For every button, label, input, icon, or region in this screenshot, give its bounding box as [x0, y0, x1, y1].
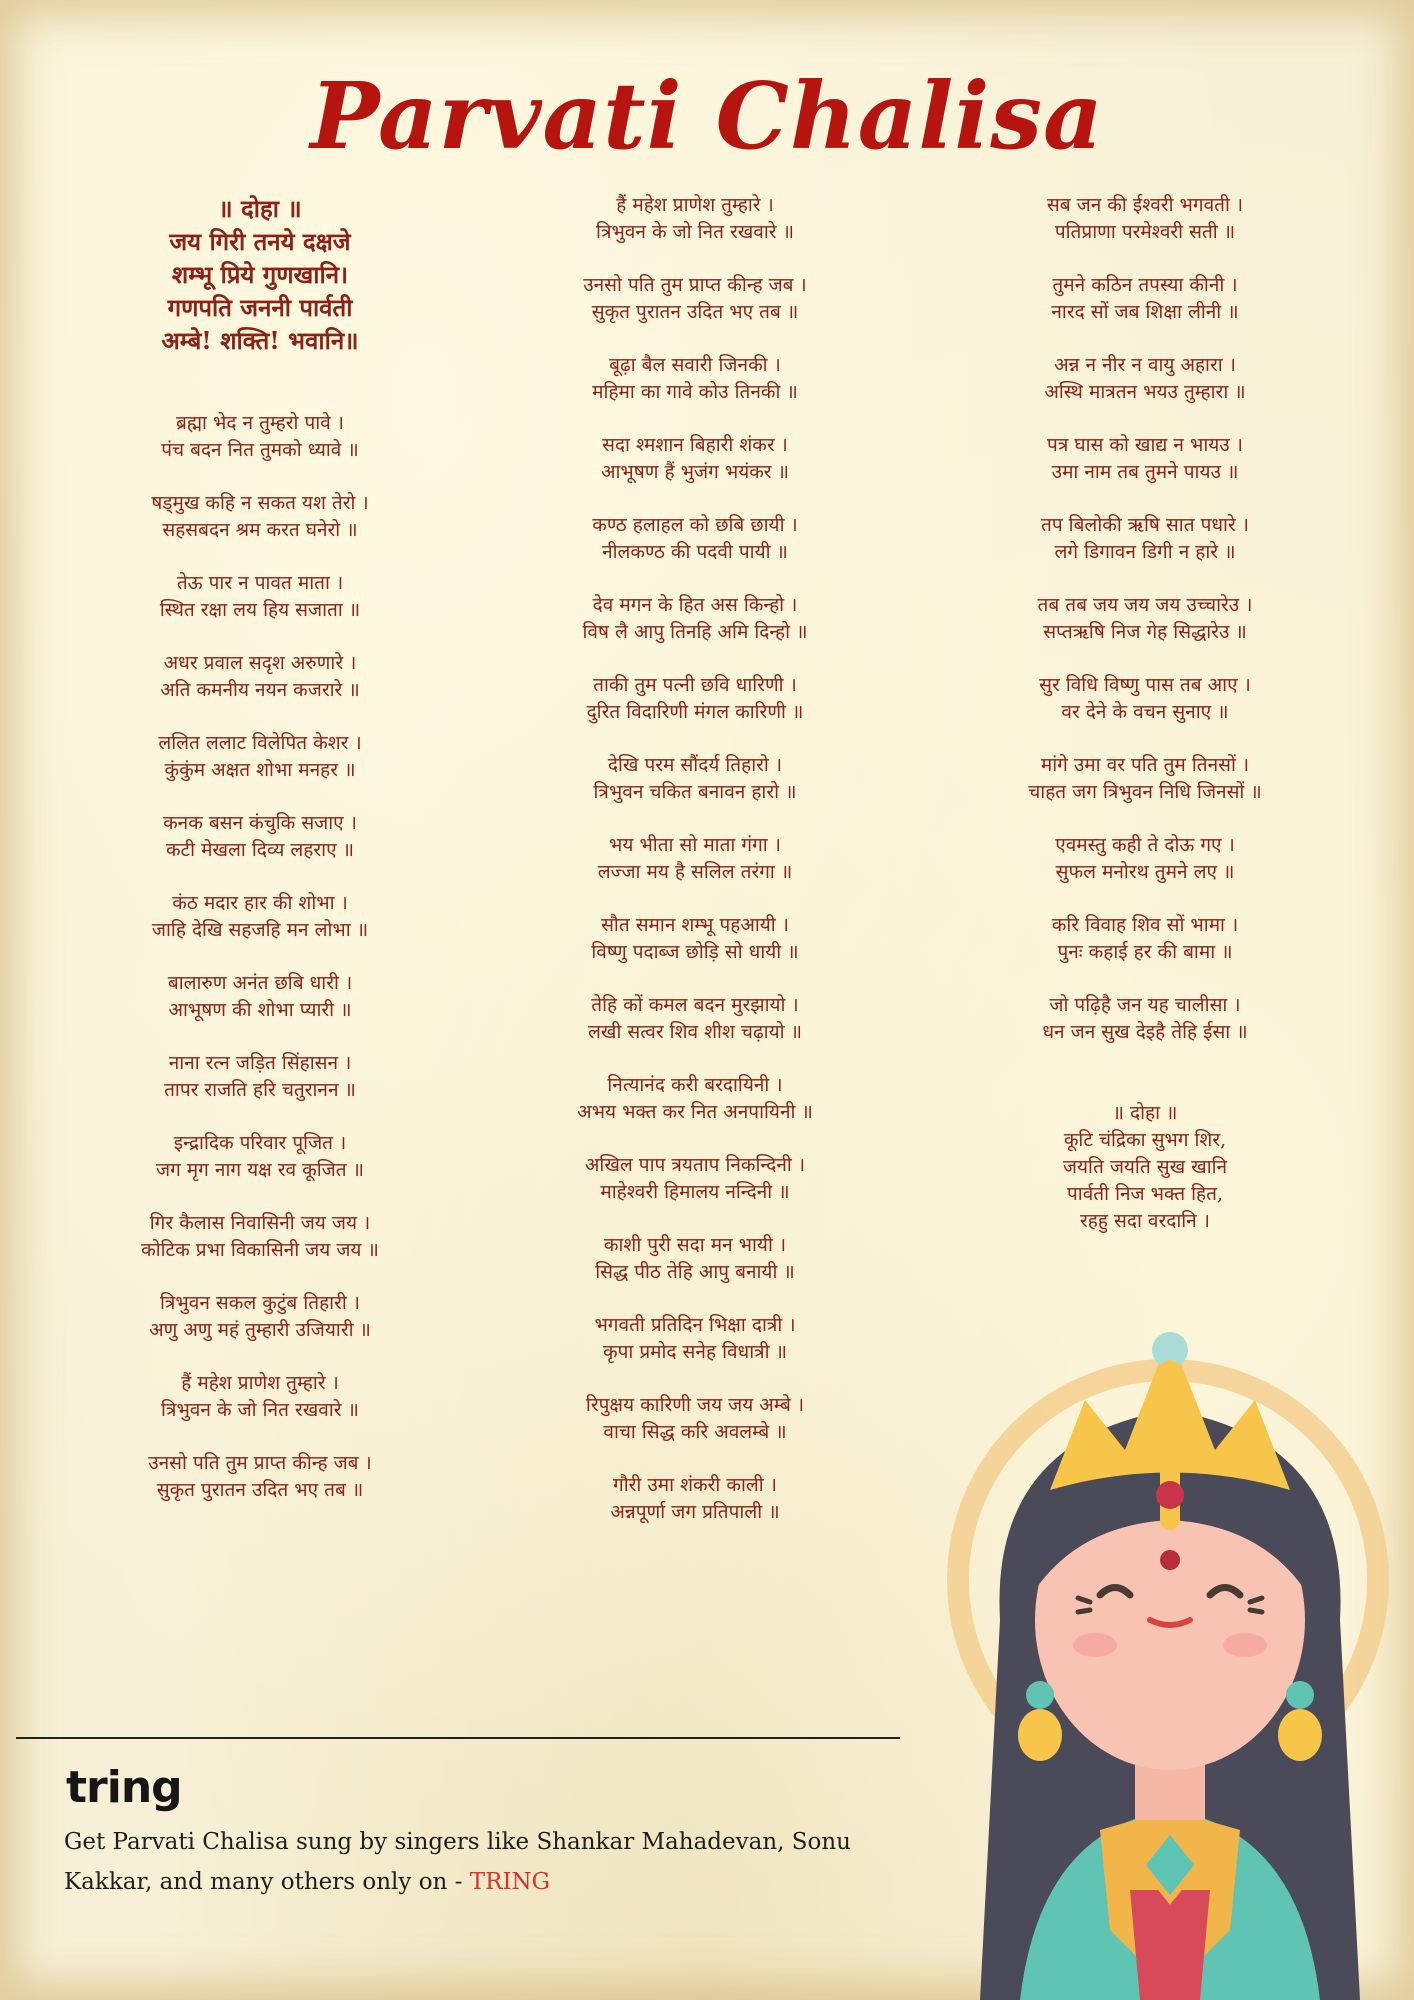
footer-divider	[16, 1737, 900, 1739]
verse-line: विष्णु पदाब्ज छोड़ि सो धायी ॥	[591, 941, 799, 963]
verse-line: आभूषण की शोभा प्यारी ॥	[168, 999, 352, 1021]
chalisa-verse	[65, 970, 455, 1024]
verse-line: कटी मेखला दिव्य लहराए ॥	[165, 839, 355, 861]
verse-line: लज्जा मय है सलिल तरंगा ॥	[597, 861, 793, 883]
doha-line: गणपति जननी पार्वती	[167, 293, 353, 322]
verse-line: लखी सत्वर शिव शीश चढ़ायो ॥	[588, 1021, 802, 1043]
verse-line: देखि परम सौंदर्य तिहारो ।	[607, 754, 783, 776]
verse-line: सप्तऋषि निज गेह सिद्धारेउ ॥	[1043, 621, 1247, 643]
verse-line: आभूषण हैं भुजंग भयंकर ॥	[600, 461, 789, 483]
verse-line: दुरित विदारिणी मंगल कारिणी ॥	[586, 701, 804, 723]
verse-line: ब्रह्मा भेद न तुम्हरो पावे ।	[175, 412, 344, 434]
verse-line: नीलकण्ठ की पदवी पायी ॥	[602, 541, 788, 563]
chalisa-verse	[960, 672, 1330, 726]
verse-line: सुकृत पुरातन उदित भए तब ॥	[591, 301, 799, 323]
chalisa-verse	[500, 992, 890, 1046]
verse-line: त्रिभुवन सकल कुटुंब तिहारी ।	[159, 1292, 361, 1314]
verse-line: सदा श्मशान बिहारी शंकर ।	[602, 434, 788, 456]
chalisa-verse	[65, 410, 455, 464]
column-2	[500, 192, 890, 1552]
verse-line: कनक बसन कंचुकि सजाए ।	[163, 812, 357, 834]
chalisa-verse	[65, 1210, 455, 1264]
chalisa-verse	[500, 1152, 890, 1206]
verse-line: तब तब जय जय जय उच्चारेउ ।	[1037, 594, 1253, 616]
column-2-verses	[500, 192, 890, 1526]
verse-line: भगवती प्रतिदिन भिक्षा दात्री ।	[594, 1314, 796, 1336]
verse-line: त्रिभुवन के जो नित रखवारे ॥	[596, 221, 794, 243]
verse-line: षड्मुख कहि न सकत यश तेरो ।	[151, 492, 369, 514]
chalisa-verse	[960, 912, 1330, 966]
verse-line: कृपा प्रमोद सनेह विधात्री ॥	[602, 1341, 787, 1363]
verse-line: सुर विधि विष्णु पास तब आए ।	[1039, 674, 1251, 696]
chalisa-verse	[500, 752, 890, 806]
verse-line: तेहि कों कमल बदन मुरझायो ।	[591, 994, 799, 1016]
verse-line: चाहत जग त्रिभुवन निधि जिनसों ॥	[1028, 781, 1262, 803]
verse-line: पंच बदन नित तुमको ध्यावे ॥	[161, 439, 359, 461]
chalisa-verse	[960, 192, 1330, 246]
verse-line: कंठ मदार हार की शोभा ।	[172, 892, 348, 914]
chalisa-verse	[960, 992, 1330, 1046]
verse-line: ललित ललाट विलेपित केशर ।	[158, 732, 362, 754]
verse-line: तुमने कठिन तपस्या कीनी ।	[1052, 274, 1238, 296]
doha-line: जयति जयति सुख खानि	[1062, 1156, 1228, 1178]
verse-line: लगे डिगावन डिगी न हारे ॥	[1054, 541, 1236, 563]
verse-line: माहेश्वरी हिमालय नन्दिनी ॥	[600, 1181, 790, 1203]
chalisa-verse	[500, 592, 890, 646]
verse-line: तेऊ पार न पावत माता ।	[176, 572, 344, 594]
column-3	[960, 192, 1330, 1235]
chalisa-verse	[960, 592, 1330, 646]
column-1	[65, 192, 455, 1530]
verse-line: त्रिभुवन चकित बनावन हारो ॥	[593, 781, 797, 803]
verse-line: मांगे उमा वर पति तुम तिनसों ।	[1040, 754, 1250, 776]
verse-line: अभय भक्त कर नित अनपायिनी ॥	[577, 1101, 813, 1123]
verse-line: पुनः कहाई हर की बामा ॥	[1057, 941, 1233, 963]
chalisa-verse	[960, 432, 1330, 486]
verse-line: अन्न न नीर न वायु अहारा ।	[1054, 354, 1236, 376]
verse-line: धन जन सुख देइहै तेहि ईसा ॥	[1042, 1021, 1248, 1043]
verse-line: विष लै आपु तिनहि अमि दिन्हो ॥	[582, 621, 808, 643]
chalisa-verse	[500, 352, 890, 406]
verse-line: रिपुक्षय कारिणी जय जय अम्बे ।	[585, 1394, 805, 1416]
chalisa-verse	[65, 1050, 455, 1104]
verse-line: कण्ठ हलाहल को छबि छायी ।	[592, 514, 798, 536]
verse-line: कोटिक प्रभा विकासिनी जय जय ॥	[141, 1239, 379, 1261]
verse-line: अन्नपूर्णा जग प्रतिपाली ॥	[610, 1501, 780, 1523]
column-1-verses	[65, 410, 455, 1504]
chalisa-verse	[65, 1130, 455, 1184]
verse-line: सुफल मनोरथ तुमने लए ॥	[1055, 861, 1235, 883]
tring-link[interactable]: TRING	[469, 1869, 551, 1895]
verse-line: नारद सों जब शिक्षा लीनी ॥	[1051, 301, 1239, 323]
doha-line: अम्बे! शक्ति! भवानि॥	[161, 326, 359, 355]
verse-line: बालारुण अनंत छबि धारी ।	[167, 972, 353, 994]
chalisa-verse	[500, 1312, 890, 1366]
goddess-parvati-illustration	[930, 1290, 1414, 2000]
verse-line: उनसो पति तुम प्राप्त कीन्ह जब ।	[148, 1452, 372, 1474]
verse-line: तापर राजति हरि चतुरानन ॥	[164, 1079, 356, 1101]
verse-line: सुकृत पुरातन उदित भए तब ॥	[156, 1479, 364, 1501]
verse-line: एवमस्तु कही ते दोऊ गए ।	[1055, 834, 1235, 856]
doha-line: रहहु सदा वरदानि ।	[1080, 1210, 1210, 1232]
verse-line: अधर प्रवाल सदृश अरुणारे ।	[163, 652, 357, 674]
verse-line: बूढ़ा बैल सवारी जिनकी ।	[609, 354, 781, 376]
doha-line: पार्वती निज भक्त हित,	[1067, 1183, 1223, 1205]
verse-line: अखिल पाप त्रयताप निकन्दिनी ।	[584, 1154, 806, 1176]
chalisa-verse	[960, 352, 1330, 406]
verse-line: जग मृग नाग यक्ष रव कूजित ॥	[155, 1159, 365, 1181]
chalisa-verse	[65, 1290, 455, 1344]
chalisa-verse	[500, 272, 890, 326]
verse-line: देव मगन के हित अस किन्हो ।	[592, 594, 798, 616]
chalisa-verse	[65, 890, 455, 944]
chalisa-verse	[960, 752, 1330, 806]
verse-line: पत्र घास को खाद्य न भायउ ।	[1047, 434, 1243, 456]
doha-line: शम्भू प्रिये गुणखानि।	[171, 260, 349, 289]
verse-line: अस्थि मात्रतन भयउ तुम्हारा ॥	[1044, 381, 1246, 403]
chalisa-verse	[500, 912, 890, 966]
chalisa-verse	[65, 1450, 455, 1504]
verse-line: वाचा सिद्ध करि अवलम्बे ॥	[603, 1421, 787, 1443]
verse-line: वर देने के वचन सुनाए ॥	[1061, 701, 1229, 723]
chalisa-verse	[500, 1072, 890, 1126]
verse-line: भय भीता सो माता गंगा ।	[609, 834, 781, 856]
chalisa-verse	[500, 672, 890, 726]
doha-line: ॥ दोहा ॥	[218, 194, 302, 223]
verse-line: तप बिलोकी ऋषि सात पधारे ।	[1041, 514, 1249, 536]
verse-line: उमा नाम तब तुमने पायउ ॥	[1051, 461, 1239, 483]
opening-doha	[65, 192, 455, 357]
chalisa-verse	[65, 730, 455, 784]
closing-doha	[960, 1100, 1330, 1235]
verse-line: अणु अणु महं तुम्हारी उजियारी ॥	[149, 1319, 371, 1341]
doha-line: जय गिरी तनये दक्षजे	[169, 227, 351, 256]
verse-line: जो पढ़िहै जन यह चालीसा ।	[1049, 994, 1241, 1016]
verse-line: कुंकुंम अक्षत शोभा मनहर ॥	[164, 759, 356, 781]
verse-line: उनसो पति तुम प्राप्त कीन्ह जब ।	[583, 274, 807, 296]
chalisa-verse	[500, 1392, 890, 1446]
chalisa-verse	[500, 832, 890, 886]
promo-sentence: Get Parvati Chalisa sung by singers like Shankar Mahadevan, Sonu Kakkar, and many others only on -	[64, 1829, 851, 1895]
verse-line: काशी पुरी सदा मन भायी ।	[603, 1234, 787, 1256]
chalisa-verse	[500, 1232, 890, 1286]
verse-line: नाना रत्न जड़ित सिंहासन ।	[168, 1052, 352, 1074]
chalisa-verse	[500, 512, 890, 566]
verse-line: अति कमनीय नयन कजरारे ॥	[160, 679, 360, 701]
page-title: Parvati Chalisa	[310, 62, 1104, 170]
tring-logo[interactable]: tring	[66, 1762, 182, 1813]
verse-line: सिद्ध पीठ तेहि आपु बनायी ॥	[595, 1261, 795, 1283]
column-3-verses	[960, 192, 1330, 1046]
chalisa-verse	[65, 650, 455, 704]
chalisa-verse	[500, 1472, 890, 1526]
verse-line: जाहि देखि सहजहि मन लोभा ॥	[151, 919, 369, 941]
doha-line: कूटि चंद्रिका सुभग शिर,	[1063, 1129, 1227, 1151]
verse-line: सहसबदन श्रम करत घनेरो ॥	[162, 519, 358, 541]
verse-line: सब जन की ईश्वरी भगवती ।	[1046, 194, 1244, 216]
chalisa-verse	[960, 832, 1330, 886]
verse-line: गिर कैलास निवासिनी जय जय ।	[149, 1212, 371, 1234]
chalisa-verse	[960, 272, 1330, 326]
verse-line: ताकी तुम पत्नी छवि धारिणी ।	[593, 674, 797, 696]
verse-line: पतिप्राणा परमेश्वरी सती ॥	[1054, 221, 1236, 243]
chalisa-verse	[65, 1370, 455, 1424]
chalisa-verse	[960, 512, 1330, 566]
verse-line: इन्द्रादिक परिवार पूजित ।	[173, 1132, 347, 1154]
chalisa-verse	[500, 192, 890, 246]
verse-line: सौत समान शम्भू पहआयी ।	[601, 914, 789, 936]
verse-line: करि विवाह शिव सों भामा ।	[1051, 914, 1239, 936]
verse-line: नित्यानंद करी बरदायिनी ।	[607, 1074, 783, 1096]
verse-line: हैं महेश प्राणेश तुम्हारे ।	[616, 194, 774, 216]
verse-line: गौरी उमा शंकरी काली ।	[613, 1474, 777, 1496]
verse-line: स्थित रक्षा लय हिय सजाता ॥	[159, 599, 361, 621]
verse-line: महिमा का गावे कोउ तिनकी ॥	[592, 381, 798, 403]
doha-line: ॥ दोहा ॥	[1112, 1102, 1178, 1124]
chalisa-verse	[65, 810, 455, 864]
promo-text	[64, 1822, 914, 1902]
chalisa-verse	[65, 570, 455, 624]
verse-line: त्रिभुवन के जो नित रखवारे ॥	[161, 1399, 359, 1421]
chalisa-verse	[500, 432, 890, 486]
verse-line: हैं महेश प्राणेश तुम्हारे ।	[181, 1372, 339, 1394]
chalisa-verse	[65, 490, 455, 544]
